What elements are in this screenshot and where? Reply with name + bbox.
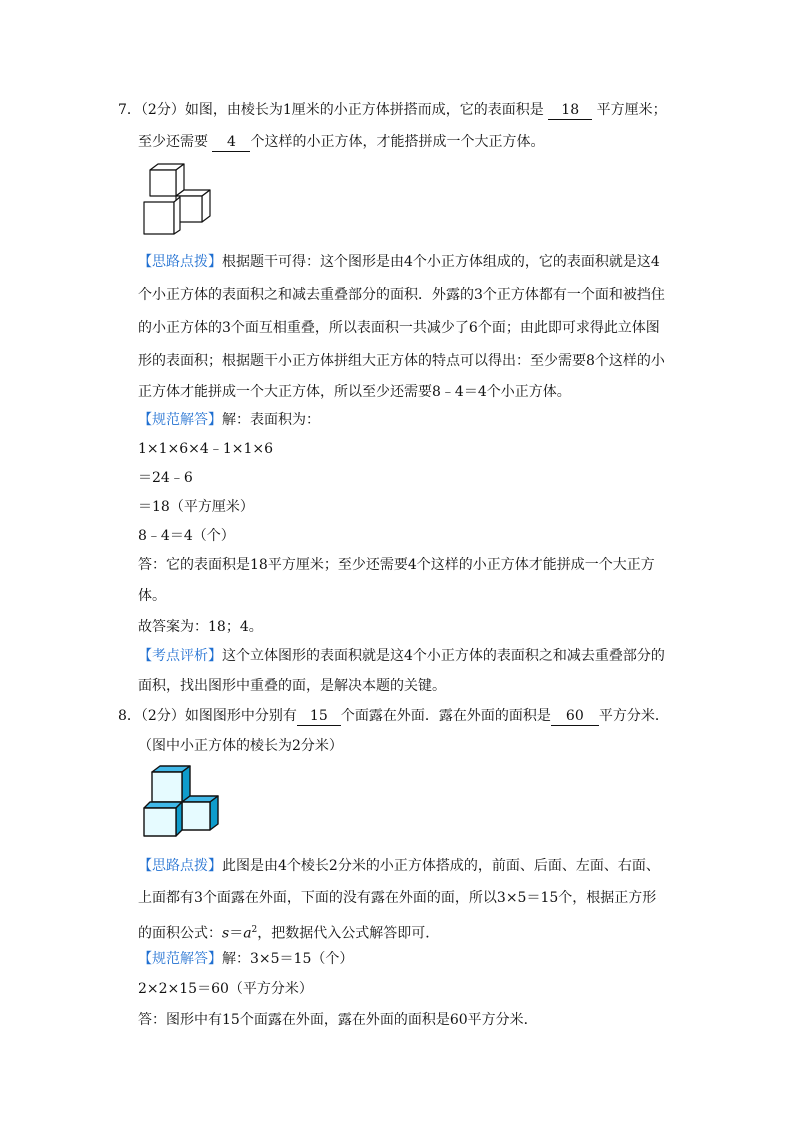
- q8-hint-line3: [138, 920, 439, 944]
- q8-score: （2分）: [140, 708, 185, 724]
- q7-hint-tag: 【思路点拨】: [138, 254, 222, 270]
- q8-stem-b: 个面露在外面．露在外面的面积是: [340, 708, 551, 724]
- q7-solution-line1: [138, 410, 320, 430]
- q8-note: （图中小正方体的棱长为2分米）: [138, 738, 343, 754]
- q7-stem-b: 平方厘米；: [596, 102, 667, 118]
- q7-final-answer-line1: 答：它的表面积是18平方厘米；至少还需要4个这样的小正方体才能拼成一个大正方: [138, 557, 655, 573]
- q8-hint-text-3b: ，把数据代入公式解答即可．: [257, 925, 440, 942]
- q7-analysis-line1: [138, 646, 665, 666]
- q8-hint-text-3a: 的面积公式：: [138, 925, 222, 942]
- q7-cube-top-front: [150, 170, 176, 196]
- q7-cube-left-front: [144, 202, 174, 234]
- q8-answer-blank-2[interactable]: 60: [551, 708, 599, 726]
- q8-cube-left-front: [144, 808, 176, 836]
- q8-formula-s: s: [222, 925, 230, 942]
- q7-answer-blank-2[interactable]: 4: [212, 134, 250, 152]
- q7-analysis-text-1: 这个立体图形的表面积就是这4个小正方体的表面积之和减去重叠部分的: [222, 648, 665, 664]
- q7-stem-d: 个这样的小正方体，才能搭拼成一个大正方体。: [250, 134, 545, 150]
- q7-stem-line2: [138, 132, 544, 152]
- q8-cube-right-front: [182, 802, 210, 830]
- q7-hint-line4: 形的表面积；根据题干小正方体拼组大正方体的特点可以得出：至少需要8个这样的小: [138, 353, 665, 369]
- q8-number: 8．: [118, 708, 141, 724]
- q7-number: 7．: [118, 102, 141, 118]
- q7-solution-intro: 解：表面积为：: [222, 412, 320, 428]
- q8-solution-tag: 【规范解答】: [138, 951, 222, 967]
- q7-final-answer-line2: 体。: [138, 588, 166, 604]
- q7-hint-line2: 个小正方体的表面积之和减去重叠部分的面积．外露的3个正方体都有一个面和被挡住: [138, 287, 665, 303]
- q8-final-answer: 答：图形中有15个面露在外面，露在外面的面积是60平方分米．: [138, 1012, 538, 1028]
- q8-hint-tag: 【思路点拨】: [138, 858, 222, 874]
- q7-hint-line1: [138, 252, 660, 272]
- q8-formula-eq: ＝: [229, 925, 244, 942]
- q8-formula-a: a: [243, 925, 252, 942]
- q8-solution-step1: 2×2×15＝60（平方分米）: [138, 981, 313, 997]
- q8-formula-exponent: 2: [251, 925, 258, 935]
- q7-hint-text-1: 根据题干可得：这个图形是由4个小正方体组成的，它的表面积就是这4: [222, 254, 660, 270]
- q8-solution-line1: [138, 949, 353, 969]
- q8-stem-line1: [118, 706, 669, 726]
- q7-stem-a: 如图，由棱长为1厘米的小正方体拼搭而成，它的表面积是: [184, 102, 544, 118]
- q8-solution-intro: 解：3×5＝15（个）: [222, 951, 354, 967]
- q7-answer-blank-1[interactable]: 18: [548, 102, 592, 120]
- q7-solution-step3: ＝18（平方厘米）: [138, 499, 254, 515]
- q7-hint-line3: 的小正方体的3个面互相重叠，所以表面积一共减少了6个面；由此即可求得此立体图: [138, 320, 660, 336]
- q8-answer-blank-1[interactable]: 15: [297, 708, 341, 726]
- q8-hint-line1: [138, 856, 660, 876]
- q7-key: 故答案为：18；4。: [138, 619, 263, 635]
- q8-hint-text-1: 此图是由4个棱长2分米的小正方体搭成的，前面、后面、左面、右面、: [222, 858, 660, 874]
- q8-stem-c: 平方分米．: [598, 708, 669, 724]
- q7-stem-c: 至少还需要: [138, 134, 208, 150]
- q7-score: （2分）: [140, 102, 185, 118]
- q7-solution-step1: 1×1×6×4﹣1×1×6: [138, 441, 274, 457]
- q7-cubes-figure: [140, 160, 220, 240]
- q7-solution-step4: 8﹣4＝4（个）: [138, 528, 235, 544]
- q7-cube-right-side: [202, 190, 210, 222]
- q8-cube-right-side: [210, 796, 218, 830]
- q8-cubes-figure: [140, 762, 224, 842]
- q7-solution-step2: ＝24﹣6: [138, 470, 193, 486]
- q7-analysis-line2: 面积，找出图形中重叠的面，是解决本题的关键。: [138, 678, 446, 694]
- q7-stem-line1: [118, 100, 667, 120]
- q8-cube-left-side: [176, 802, 182, 836]
- q7-hint-line5: 正方体才能拼成一个大正方体，所以至少还需要8﹣4＝4个小正方体。: [138, 384, 571, 400]
- q8-hint-line2: 上面都有3个面露在外面，下面的没有露在外面的面，所以3×5＝15个，根据正方形: [138, 890, 657, 906]
- q8-stem-a: 如图图形中分别有: [184, 708, 297, 724]
- q7-solution-tag: 【规范解答】: [138, 412, 222, 428]
- q8-cube-top-front: [152, 772, 182, 802]
- q7-cube-left-side: [174, 197, 180, 234]
- q7-analysis-tag: 【考点评析】: [138, 648, 222, 664]
